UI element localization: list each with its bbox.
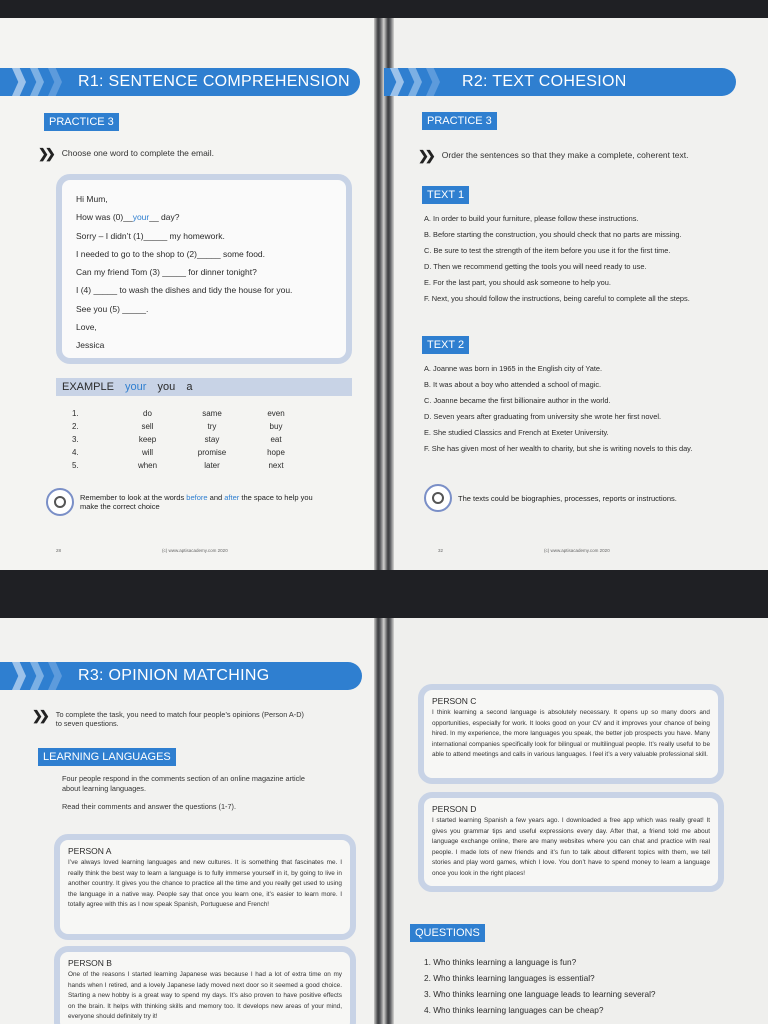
- sentence-item: D. Then we recommend getting the tools you will need ready to use.: [424, 262, 647, 271]
- option-word: hope: [267, 448, 285, 457]
- option-word: even: [267, 409, 285, 418]
- email-line: Love,: [76, 322, 97, 333]
- person-comment: I started learning Spanish a few years ago. I downloaded a free app which was really great! It gives you grammar tips and useful expressions every day. After that, a friend told me about language exchange online, there are many websites where you can chat and practice with real people. I made lots of new friends and it’s fun to talk about different topics with them, we tell stories and play word games, which I love. You don’t have to spend money to learn a language once you look in the right places!: [432, 817, 710, 877]
- option-word: eat: [270, 435, 282, 444]
- intro-line: Read their comments and answer the questions (1-7).: [62, 802, 236, 811]
- option-word: when: [137, 461, 158, 470]
- chevron-icon: [12, 68, 74, 96]
- option-word: later: [204, 461, 220, 470]
- section-title: R2: TEXT COHESION: [462, 73, 627, 90]
- person-name: PERSON A: [68, 846, 112, 856]
- instruction-line: To complete the task, you need to match four people’s opinions (Person A-D): [55, 710, 304, 719]
- option-word: try: [207, 422, 217, 431]
- table-row: [72, 433, 309, 446]
- book-gutter: [374, 618, 384, 1024]
- email-line: See you (5) _____.: [76, 303, 149, 314]
- instruction-text: [56, 710, 304, 728]
- example-word: you: [157, 381, 176, 393]
- table-row: [72, 459, 309, 472]
- tip-text: The texts could be biographies, processes, reports or instructions.: [458, 493, 677, 503]
- questions-list: [424, 954, 656, 1018]
- person-name: PERSON D: [432, 804, 477, 814]
- row-number: 1.: [72, 409, 79, 418]
- page-r2: [384, 18, 768, 570]
- tip: [424, 484, 677, 512]
- sentence-item: C. Joanne became the first billionaire author in the world.: [424, 396, 611, 405]
- sentence-item: A. In order to build your furniture, please follow these instructions.: [424, 214, 639, 223]
- intro-text: [62, 774, 305, 812]
- tip-text-part: Remember to look at the words: [80, 493, 187, 502]
- questions-tag: QUESTIONS: [410, 924, 485, 942]
- section-title: R3: OPINION MATCHING: [78, 667, 270, 684]
- example-bar: [56, 378, 352, 396]
- email-line: Can my friend Tom (3) _____ for dinner tonight?: [76, 267, 257, 278]
- intro-line: about learning languages.: [62, 784, 146, 793]
- option-word: same: [202, 409, 222, 418]
- option-word: next: [268, 461, 284, 470]
- tip-text-part: the space to help you: [239, 493, 313, 502]
- option-word: stay: [204, 435, 220, 444]
- tip-text: [80, 493, 313, 511]
- page-number: 28: [56, 548, 62, 553]
- instruction: [32, 710, 304, 728]
- chevron-icon: [12, 662, 74, 690]
- book-gutter: [384, 18, 394, 570]
- example-answer: your: [132, 212, 150, 223]
- person-d-box: [418, 792, 724, 892]
- tip-text-part: and: [207, 493, 225, 502]
- section-banner: [384, 68, 736, 96]
- chevron-icon: [390, 68, 452, 96]
- email-text: How was (0)__: [76, 212, 133, 223]
- row-number: 4.: [72, 448, 79, 457]
- page-r3: [0, 618, 384, 1024]
- intro-line: Four people respond in the comments section of an online magazine article: [62, 774, 305, 783]
- text2-tag: TEXT 2: [422, 336, 469, 354]
- person-b-box: [54, 946, 356, 1024]
- instruction: [38, 148, 214, 159]
- person-name: PERSON C: [432, 696, 477, 706]
- tip-icon: [424, 484, 452, 512]
- email-text: __ day?: [149, 212, 180, 223]
- page-r1: [0, 18, 384, 570]
- instruction-text: Choose one word to complete the email.: [61, 148, 214, 158]
- option-word: keep: [138, 435, 157, 444]
- table-row: [72, 420, 309, 433]
- instruction-text: Order the sentences so that they make a complete, coherent text.: [441, 150, 689, 160]
- person-c-box: [418, 684, 724, 784]
- example-word: your: [125, 381, 147, 393]
- sentence-item: B. Before starting the construction, you should check that no parts are missing.: [424, 230, 682, 239]
- row-number: 2.: [72, 422, 79, 431]
- section-banner: [0, 68, 360, 96]
- person-name: PERSON B: [68, 958, 112, 968]
- text1-sentences: [424, 211, 690, 307]
- example-label: EXAMPLE: [62, 381, 114, 393]
- text1-tag: TEXT 1: [422, 186, 469, 204]
- page-footer: (c) www.aptisacademy.com 2020: [544, 548, 610, 553]
- page-number: 32: [438, 548, 444, 553]
- section-title: R1: SENTENCE COMPREHENSION: [78, 73, 350, 90]
- option-word: buy: [269, 422, 283, 431]
- question-item: 3. Who thinks learning one language leads to learning several?: [424, 989, 656, 999]
- table-row: [72, 446, 309, 459]
- row-number: 3.: [72, 435, 79, 444]
- sentence-item: A. Joanne was born in 1965 in the English city of Yate.: [424, 364, 603, 373]
- page-r3-continued: [384, 618, 768, 1024]
- table-row: [72, 407, 309, 420]
- double-chevron-icon: ❯❯: [32, 708, 46, 723]
- row-number: 5.: [72, 461, 79, 470]
- sentence-item: F. Next, you should follow the instructions, being careful to complete all the steps.: [424, 294, 690, 303]
- email-line: Jessica: [76, 340, 105, 351]
- tip-highlight: after: [224, 493, 240, 502]
- sentence-item: C. Be sure to test the strength of the item before you use it for the first time.: [424, 246, 671, 255]
- email-line: Hi Mum,: [76, 194, 108, 204]
- double-chevron-icon: ❯❯: [38, 146, 52, 161]
- sentence-item: F. She has given most of her wealth to charity, but she is writing novels to this day.: [424, 444, 693, 453]
- section-tag: LEARNING LANGUAGES: [38, 748, 176, 766]
- tip-text-part: make the correct choice: [80, 502, 160, 511]
- person-comment: One of the reasons I started learning Japanese was because I had a lot of extra time on my hands when I retired, and a lovely Japanese lady moved next door so it seemed a good choice. Starting a new hobby is a great way to spend my days. It’s also proven to have positive effects on the brain. It helps with thinking skills and memory too. It develops new areas of your mind, everyone should definitely try it!: [68, 971, 342, 1020]
- practice-tag: PRACTICE 3: [44, 113, 119, 131]
- tip: [46, 488, 313, 516]
- option-word: do: [143, 409, 152, 418]
- instruction-line: to seven questions.: [55, 719, 119, 728]
- double-chevron-icon: ❯❯: [418, 148, 432, 163]
- question-item: 2. Who thinks learning languages is essential?: [424, 973, 595, 983]
- sentence-item: E. For the last part, you should ask someone to help you.: [424, 278, 611, 287]
- sentence-item: D. Seven years after graduating from university she wrote her first novel.: [424, 412, 662, 421]
- word-options-table: [72, 407, 309, 472]
- email-box: [56, 174, 352, 364]
- practice-tag: PRACTICE 3: [422, 112, 497, 130]
- email-line: Sorry – I didn’t (1)_____ my homework.: [76, 230, 225, 241]
- tip-highlight: before: [186, 493, 208, 502]
- email-line: [76, 208, 332, 226]
- person-comment: I’ve always loved learning languages and new cultures. It is something that fascinates me. I really think the best way to learn a language is to fully immerse yourself in it, by going to live in another country. It gives you the chance to practice all the time and you really get used to using the language in a native way. People say that once you learn one, it’s easier to learn more. I totally agree with this as I now speak Spanish, Portuguese and French!: [68, 859, 342, 908]
- text2-sentences: [424, 361, 692, 457]
- example-word: a: [186, 381, 193, 393]
- page-footer: (c) www.aptisacademy.com 2020: [162, 548, 228, 553]
- instruction: [418, 150, 688, 161]
- book-gutter: [384, 618, 394, 1024]
- option-word: will: [141, 448, 154, 457]
- sentence-item: E. She studied Classics and French at Exeter University.: [424, 428, 609, 437]
- email-line: I (4) _____ to wash the dishes and tidy the house for you.: [76, 285, 293, 296]
- option-word: sell: [141, 422, 154, 431]
- person-comment: I think learning a second language is absolutely necessary. It opens up so many doors and opportunities, especially for work. It looks good on your CV and it improves your chance of being hired. In my experience, the more languages you speak, the better job prospects you have. Many international companies specifically look for bilingual or multilingual people. It’s really useful to be able to attend meetings and calls in various languages. I feel it’s a very valuable professional skill.: [432, 709, 710, 758]
- question-item: 1. Who thinks learning a language is fun?: [424, 957, 577, 967]
- email-line: I needed to go to the shop to (2)_____ some food.: [76, 248, 266, 259]
- section-banner: [0, 662, 362, 690]
- book-gutter: [374, 18, 384, 570]
- option-word: promise: [197, 448, 227, 457]
- person-a-box: [54, 834, 356, 940]
- tip-icon: [46, 488, 74, 516]
- question-item: 4. Who thinks learning languages can be cheap?: [424, 1005, 604, 1015]
- sentence-item: B. It was about a boy who attended a school of magic.: [424, 380, 602, 389]
